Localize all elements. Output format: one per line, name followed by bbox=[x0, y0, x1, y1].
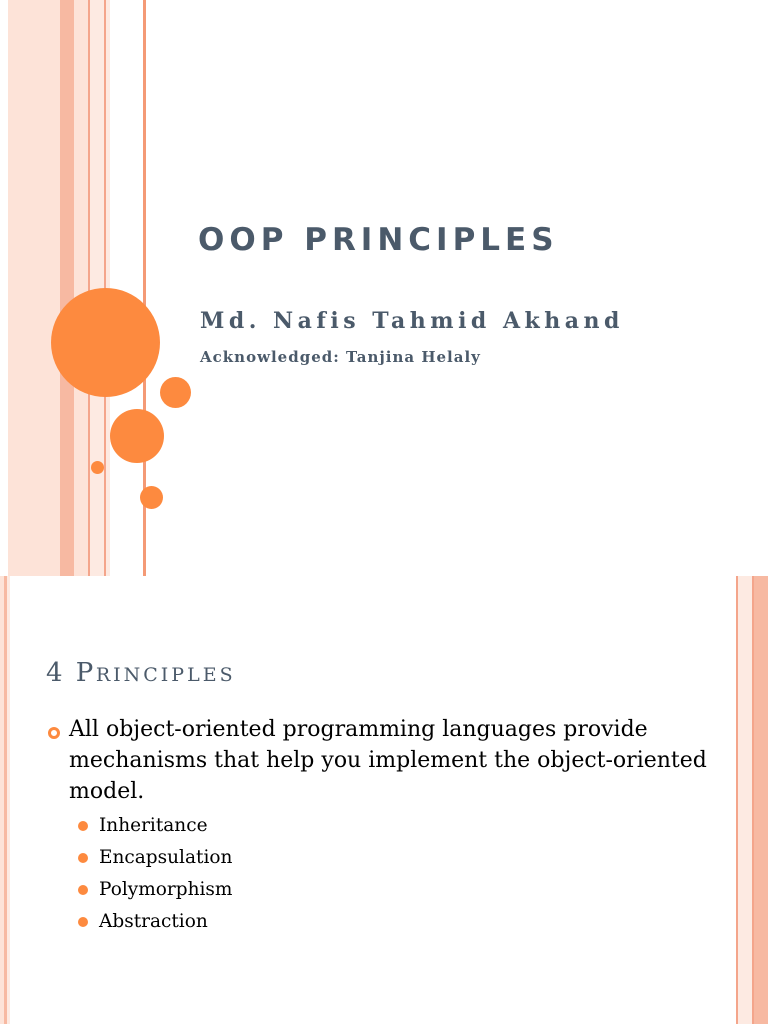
bullet-dot-icon bbox=[78, 917, 88, 927]
decorative-stripe bbox=[74, 0, 88, 576]
decorative-circle bbox=[140, 486, 163, 509]
bullet-dot-icon bbox=[78, 821, 88, 831]
heading-lead: 4 P bbox=[46, 658, 96, 688]
bullet-dot-icon bbox=[78, 885, 88, 895]
decorative-stripe bbox=[738, 576, 752, 1024]
list-item-label: Encapsulation bbox=[99, 847, 233, 868]
list-item bbox=[78, 908, 232, 940]
list-item-label: Inheritance bbox=[99, 815, 208, 836]
decorative-stripe bbox=[8, 0, 60, 576]
main-bullet-text: All object-oriented programming languages provide mechanisms that help you implement the object-oriented model. bbox=[69, 717, 707, 804]
bullet-dot-icon bbox=[78, 853, 88, 863]
list-item-label: Polymorphism bbox=[99, 879, 233, 900]
decorative-circle-large bbox=[51, 288, 160, 397]
author-name: Md. Nafis Tahmid Akhand bbox=[200, 308, 624, 334]
decorative-circle bbox=[110, 409, 164, 463]
heading-rest: RINCIPLES bbox=[95, 664, 236, 686]
slide-title: OOP PRINCIPLES bbox=[198, 222, 559, 258]
decorative-stripe bbox=[60, 0, 74, 576]
acknowledgement: Acknowledged: Tanjina Helaly bbox=[200, 348, 481, 366]
list-item-label: Abstraction bbox=[99, 911, 208, 932]
list-item bbox=[78, 812, 232, 844]
list-item bbox=[78, 876, 232, 908]
decorative-stripe bbox=[7, 576, 10, 1024]
slide-heading bbox=[46, 658, 236, 688]
bullet-ring-icon bbox=[48, 727, 60, 739]
decorative-stripe bbox=[754, 576, 768, 1024]
list-item bbox=[78, 844, 232, 876]
decorative-circle bbox=[91, 461, 104, 474]
decorative-circle bbox=[160, 377, 191, 408]
sub-bullet-list bbox=[78, 812, 232, 940]
